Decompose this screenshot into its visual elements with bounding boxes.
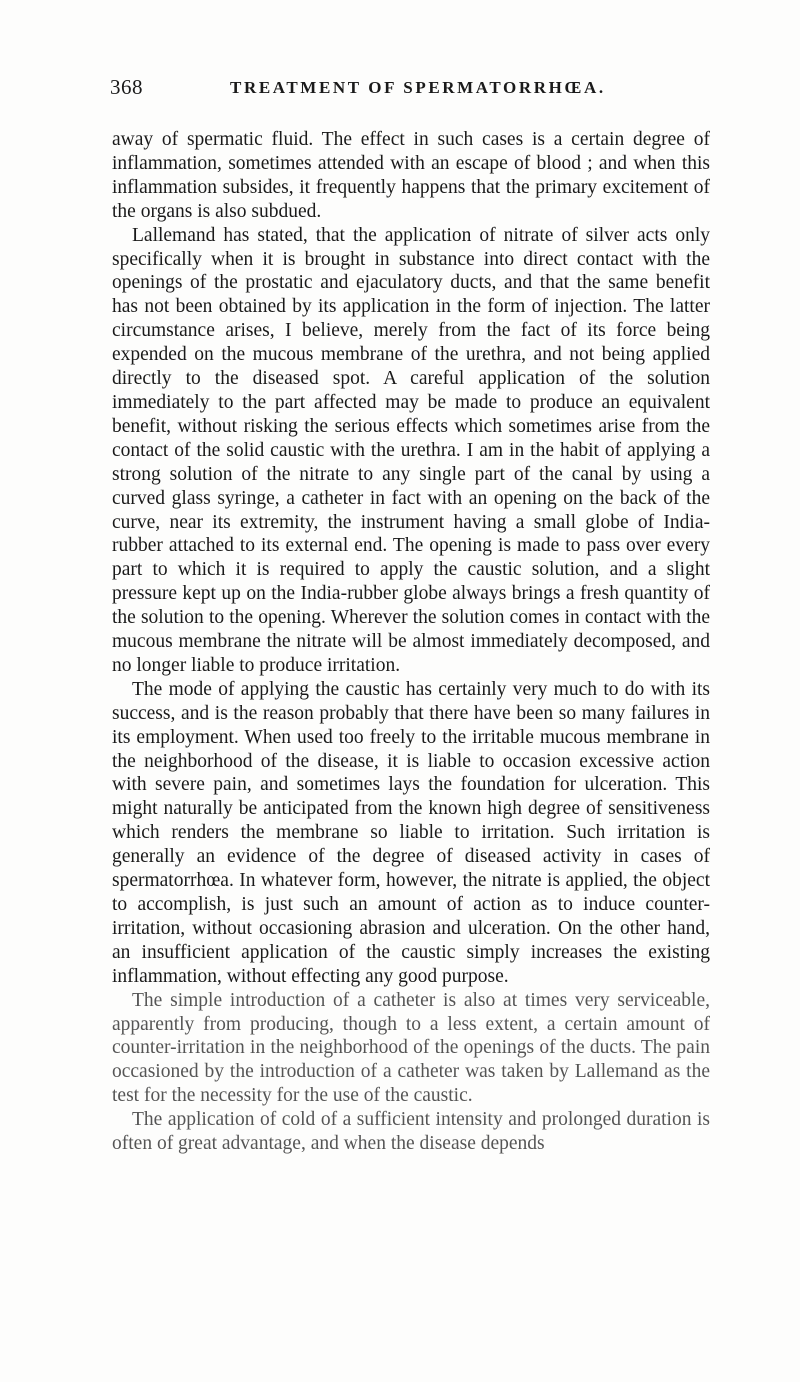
running-head: TREATMENT OF SPERMATORRHŒA.: [230, 78, 606, 97]
paragraph: The simple introduction of a catheter is also at times very serviceable, apparently from producing, though to a less extent, a certain amount of counter-irritation in the neighborhood of the openings of the ducts. The pain occasioned by the introduction of a catheter was taken by Lallemand as the test for the necessity for the use of the caustic.: [112, 989, 710, 1107]
paragraph: away of spermatic fluid. The effect in such cases is a certain degree of inflammation, sometimes attended with an escape of blood ; and when this inflammation subsides, it frequently happens that the primary excitement of the organs is also subdued.: [112, 129, 710, 222]
paragraph: Lallemand has stated, that the application of nitrate of silver acts only specifically when it is brought in substance into direct contact with the openings of the prostatic and ejaculatory ducts, and that the same benefit has not been obtained by its application in the form of injection. The latter circumstance arises, I believe, merely from the fact of its force being expended on the mucous membrane of the urethra, and not being applied directly to the diseased spot. A careful application of the solution immediately to the part affected may be made to produce an equivalent benefit, without risking the serious effects which sometimes arise from the contact of the solid caustic with the urethra. I am in the habit of applying a strong solution of the nitrate to any single part of the canal by using a curved glass syringe, a catheter in fact with an opening on the back of the curve, near its extremity, the instrument having a small globe of India-rubber attached to its external end. The opening is made to pass over every part to which it is required to apply the caustic solution, and a slight pressure kept up on the India-rubber globe always brings a fresh quantity of the solution to the opening. Wherever the solution comes in contact with the mucous membrane the nitrate will be almost immediately decomposed, and no longer liable to produce irritation.: [112, 224, 710, 676]
body-text: [112, 128, 710, 1156]
page-number: 368: [110, 75, 143, 99]
paragraph: The mode of applying the caustic has certainly very much to do with its success, and is the reason probably that there have been so many failures in its employment. When used too freely to the irritable mucous membrane in the neighborhood of the disease, it is liable to occasion excessive action with severe pain, and sometimes lays the foundation for ulceration. This might naturally be anticipated from the known high degree of sensitiveness which renders the membrane so liable to irritation. Such irritation is generally an evidence of the degree of diseased activity in cases of spermatorrhœa. In whatever form, however, the nitrate is applied, the object to accomplish, is just such an amount of action as to induce counter-irritation, without occasioning abrasion and ulceration. On the other hand, an insufficient application of the caustic simply increases the existing inflammation, without effecting any good purpose.: [112, 678, 710, 987]
page-header: [110, 75, 710, 105]
paragraph: The application of cold of a sufficient intensity and prolonged duration is often of great advantage, and when the disease depends: [112, 1109, 710, 1155]
